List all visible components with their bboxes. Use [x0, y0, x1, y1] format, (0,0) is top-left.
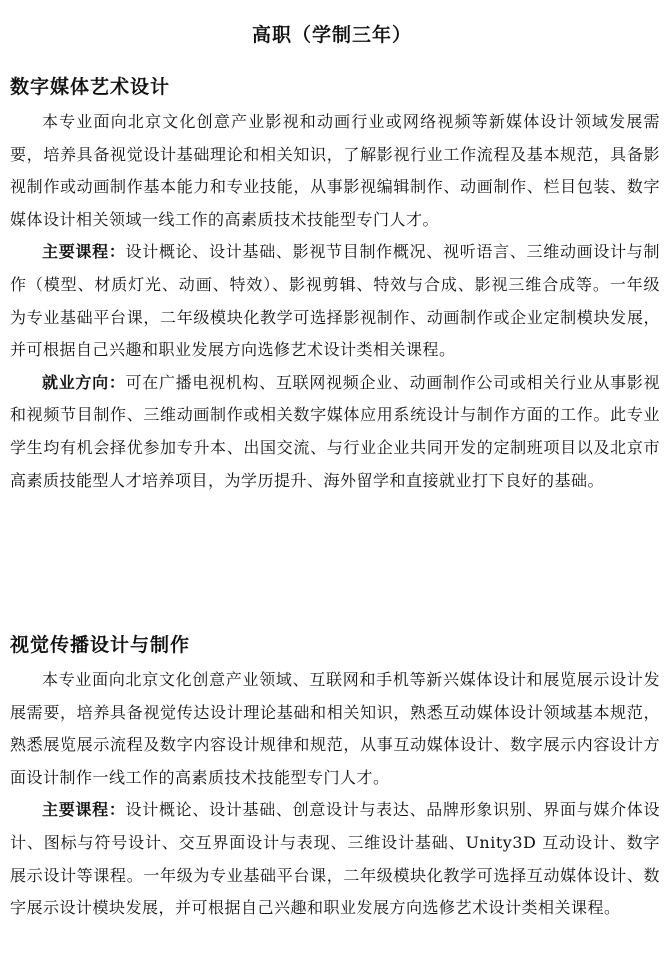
section-visual-communication-design	[10, 632, 660, 925]
section-digital-media-art-design	[10, 74, 660, 497]
section-intro-paragraph: 本专业面向北京文化创意产业影视和动画行业或网络视频等新媒体设计领域发展需要，培养具备视觉设计基础理论和相关知识，了解影视行业工作流程及基本规范，具备影视制作或动画制作基本能力和专业技能，从事影视编辑制作、动画制作、栏目包装、数字媒体设计相关领域一线工作的高素质技术技能型专门人才。	[10, 112, 660, 229]
courses-text: 设计概论、设计基础、影视节目制作概况、视听语言、三维动画设计与制作（模型、材质灯光、动画、特效）、影视剪辑、特效与合成、影视三维合成等。一年级为专业基础平台课，二年级模块化教学可选择影视制作、动画制作或企业定制模块发展，并可根据自己兴趣和职业发展方向选修艺术设计类相关课程。	[10, 242, 660, 360]
career-label: 就业方向：	[42, 372, 126, 392]
section-title: 数字媒体艺术设计	[10, 76, 171, 98]
career-text: 可在广播电视机构、互联网视频企业、动画制作公司或相关行业从事影视和视频节目制作、三维动画制作或相关数字媒体应用系统设计与制作方面的工作。此专业学生均有机会择优参加专升本、出国交流、与行业企业共同开发的定制班项目以及北京市高素质技能型人才培养项目，为学历提升、海外留学和直接就业打下良好的基础。	[10, 372, 660, 490]
courses-text: 设计概论、设计基础、创意设计与表达、品牌形象识别、界面与媒介体设计、图标与符号设计、交互界面设计与表现、三维设计基础、Unity3D 互动设计、数字展示设计等课程。一年级为专业基础平台课，二年级模块化教学可选择互动媒体设计、数字展示设计模块发展，并可根据自己兴趣和职业发展方向选修艺术设计类相关课程。	[10, 800, 660, 918]
career-paragraph	[10, 367, 660, 497]
courses-paragraph	[10, 794, 660, 924]
courses-paragraph	[10, 236, 660, 366]
section-intro-paragraph: 本专业面向北京文化创意产业领域、互联网和手机等新兴媒体设计和展览展示设计发展需要，培养具备视觉传达设计理论基础和相关知识，熟悉互动媒体设计领域基本规范，熟悉展览展示流程及数字内容设计规律和规范，从事互动媒体设计、数字展示内容设计方面设计制作一线工作的高素质技术技能型专门人才。	[10, 670, 660, 787]
courses-label: 主要课程：	[42, 800, 126, 820]
document-title: 高职（学制三年）	[251, 24, 412, 46]
courses-label: 主要课程：	[42, 242, 126, 262]
section-title: 视觉传播设计与制作	[10, 634, 191, 656]
